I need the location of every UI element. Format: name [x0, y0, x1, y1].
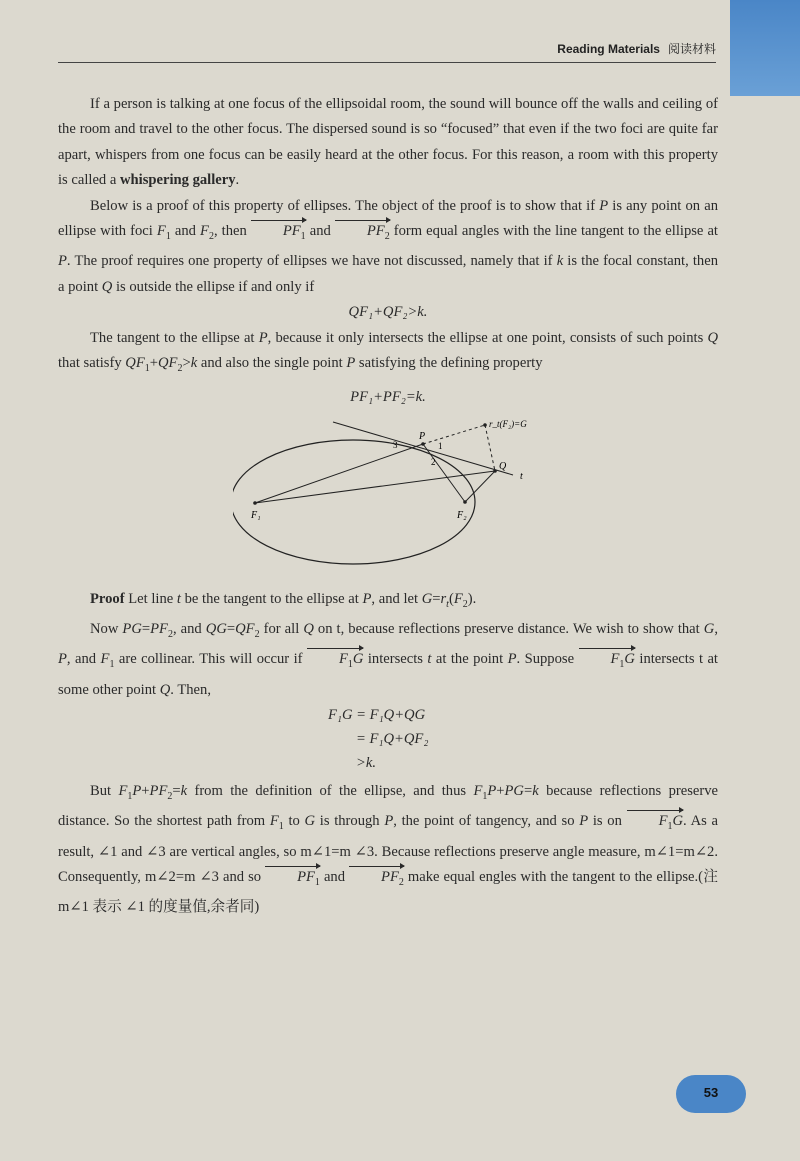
segment-p-g [423, 425, 485, 444]
corner-band [730, 0, 800, 96]
ellipse-diagram [233, 417, 553, 577]
tangent-line [333, 422, 513, 475]
equation-outside: QF₁+QF₂>k. [348, 304, 428, 321]
label-q: Q [499, 460, 507, 472]
equation-defining: PF₁+PF₂=k. [350, 389, 426, 406]
paragraph-proof-setup: Below is a proof of this property of ellipses. The object of the proof is to show that if P is any point on an ellipse with foci $F_1$ and $F_2$, then $PF_1$ and $PF_2$ form equal angles with the line tangent to the ellipse at P. The proof requires one property of ellipses we have not discussed, namely that if k is the focal constant, then a point Q is outside the ellipse if and only if [58, 197, 719, 295]
ellipse-curve [233, 440, 475, 564]
segment-f1-p [255, 444, 423, 503]
point-f2 [463, 500, 467, 504]
point-g [483, 423, 487, 427]
paragraph-conclusion: But $F_1P+PF_2=k$ from the definition of the ellipse, and thus $F_1P+PG=k$ because reflections preserve distance. So the shortest path from $F_1$ to G is through P, the point of tangency, and so P is on $F_1G$. As a result, ∠1 and ∠3 are vertical angles, so m∠1=m ∠3. Because reflections preserve angle measure, m∠1=m∠2. Consequently, m∠2=m ∠3 and so $PF_1$ and $PF_2$ make equal engles with the tangent to the ellipse.(注 m∠1 表示 ∠1 的度量值,余者同) [58, 783, 718, 916]
paragraph-tangent: The tangent to the ellipse at P, because it only intersects the ellipse at one point, consists of such points Q that satisfy $QF_1+QF_2>k$ and also the single point P satisfying the defining property [58, 329, 718, 374]
term-whispering-gallery: whispering gallery [120, 172, 236, 189]
segment-f1-q [255, 471, 495, 503]
page-number: 53 [676, 1075, 746, 1113]
label-p: P [419, 430, 426, 442]
segment-p-f2 [423, 444, 465, 502]
segment-q-f2 [465, 471, 495, 502]
label-angle-3: 3 [393, 439, 398, 450]
ellipse-figure [58, 417, 718, 577]
header-title [557, 40, 716, 57]
chain-line-3: >k. [356, 755, 376, 772]
segment-g-q [485, 425, 495, 471]
proof-label: Proof [90, 590, 125, 607]
chain-line-1: F₁G = F₁Q+QG [328, 707, 426, 724]
intro-text: If a person is talking at one focus of the ellipsoidal room, the sound will bounce off the walls and ceiling of the room and travel to the other focus. The dispersed sound is so “focused” that even if the two foci are quite far apart, whispers from one focus can be easily heard at the other focus. For this reason, a room with this property is called a [58, 96, 718, 189]
label-f2: F₂ [457, 509, 467, 521]
label-f1: F₁ [251, 509, 261, 521]
paragraph-proof-start: Proof Let line t be the tangent to the ellipse at P, and let $G=r_t(F_2)$. [90, 590, 477, 610]
paragraph-proof-body: Now $PG=PF_2$, and $QG=QF_2$ for all Q on t, because reflections preserve distance. We wish to show that G, P, and $F_1$ are collinear. This will occur if $F_1G$ intersects t at the point P. Suppose $F_1G$ intersects t at some other point Q. Then, [58, 621, 718, 698]
label-t: t [520, 470, 523, 482]
page-body [58, 92, 718, 921]
point-f1 [253, 501, 257, 505]
label-angle-2: 2 [431, 456, 436, 467]
label-angle-1: 1 [438, 440, 443, 451]
intro-end: . [235, 172, 240, 189]
label-g: r_t(F₂)=G [489, 418, 527, 429]
header-title-cn: 阅读材料 [667, 42, 716, 56]
point-q [493, 469, 497, 473]
point-p [421, 442, 425, 446]
chain-line-2: = F₁Q+QF₂ [356, 731, 429, 748]
header-title-en: Reading Materials [557, 42, 660, 56]
equation-chain [328, 703, 718, 775]
paragraph-intro [58, 92, 718, 194]
page-header [58, 36, 716, 63]
